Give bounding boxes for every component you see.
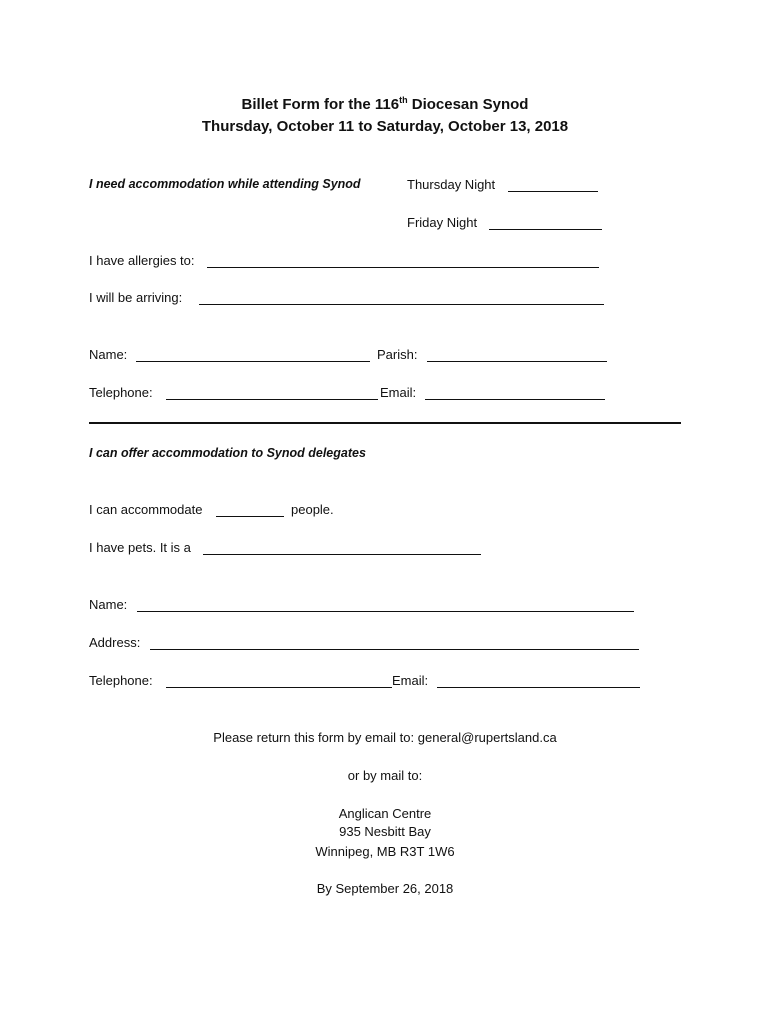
need-accommodation-heading: I need accommodation while attending Synod — [89, 177, 361, 191]
need-email-label: Email: — [380, 385, 417, 400]
form-title — [0, 95, 770, 113]
return-instructions: Please return this form by email to: general@rupertsland.ca — [213, 730, 557, 745]
offer-accommodation-heading: I can offer accommodation to Synod delegates — [89, 446, 366, 460]
friday-night-field[interactable] — [489, 229, 602, 230]
or-mail-text: or by mail to: — [347, 768, 423, 783]
deadline-text: By September 26, 2018 — [316, 881, 454, 896]
mail-address-line-1: Anglican Centre — [338, 806, 432, 821]
offer-telephone-field[interactable] — [166, 687, 392, 688]
address-label: Address: — [89, 635, 141, 650]
accommodate-label: I can accommodate — [89, 502, 203, 517]
accommodate-count-field[interactable] — [216, 516, 284, 517]
offer-email-field[interactable] — [437, 687, 640, 688]
address-field[interactable] — [150, 649, 639, 650]
thursday-night-field[interactable] — [508, 191, 598, 192]
parish-label: Parish: — [377, 347, 418, 362]
title-text: Billet Form for the 116 — [241, 96, 400, 113]
pets-label: I have pets. It is a — [89, 540, 191, 555]
form-subtitle: Thursday, October 11 to Saturday, October 13, 2018 — [201, 118, 569, 135]
need-email-field[interactable] — [425, 399, 605, 400]
arriving-field[interactable] — [199, 304, 604, 305]
arriving-label: I will be arriving: — [89, 290, 183, 305]
offer-telephone-label: Telephone: — [89, 673, 153, 688]
title-superscript: th — [399, 95, 408, 105]
mail-address-line-2: 935 Nesbitt Bay — [339, 824, 431, 839]
friday-night-label: Friday Night — [407, 215, 478, 230]
mail-address-line-3: Winnipeg, MB R3T 1W6 — [315, 844, 455, 859]
need-name-field[interactable] — [136, 361, 370, 362]
allergies-label: I have allergies to: — [89, 253, 195, 268]
title-text-suffix: Diocesan Synod — [407, 96, 529, 113]
offer-email-label: Email: — [392, 673, 429, 688]
people-label: people. — [291, 502, 334, 517]
allergies-field[interactable] — [207, 267, 599, 268]
pets-field[interactable] — [203, 554, 481, 555]
need-name-label: Name: — [89, 347, 128, 362]
section-divider — [89, 422, 681, 424]
need-telephone-label: Telephone: — [89, 385, 153, 400]
thursday-night-label: Thursday Night — [407, 177, 496, 192]
offer-name-field[interactable] — [137, 611, 634, 612]
offer-name-label: Name: — [89, 597, 128, 612]
need-telephone-field[interactable] — [166, 399, 378, 400]
parish-field[interactable] — [427, 361, 607, 362]
